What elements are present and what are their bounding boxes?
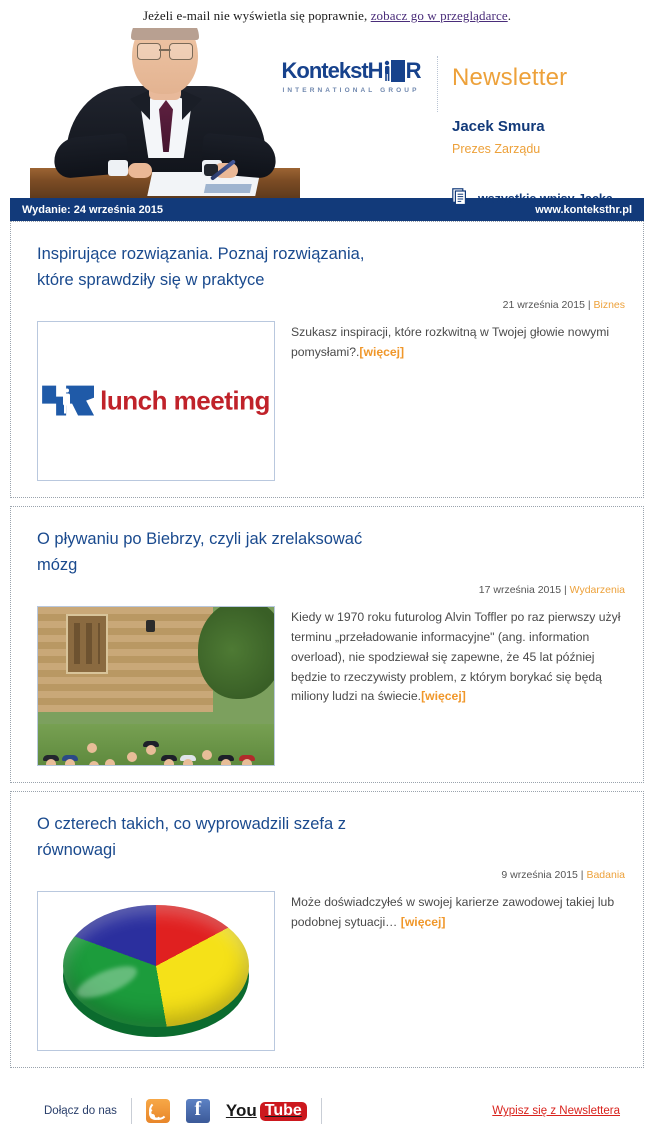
lunch-meeting-logo — [38, 386, 274, 417]
articles-list — [10, 221, 644, 1068]
article-card — [10, 221, 644, 498]
article-card — [10, 506, 644, 783]
article-card — [10, 791, 644, 1068]
pie-chart-slices — [63, 905, 249, 1027]
preheader — [0, 0, 654, 28]
article-meta — [37, 299, 625, 311]
youtube-you-text: You — [225, 1101, 257, 1121]
join-us-label: Dołącz do nas — [44, 1105, 117, 1118]
brand-logo-text — [270, 58, 432, 84]
article-category[interactable]: Badania — [586, 869, 625, 882]
hr-person-figure — [62, 389, 71, 414]
article-lead-text: Może doświadczyłeś w swojej karierze zawodowej takiej lub podobnej sytuacji… — [291, 895, 615, 930]
newsletter-title: Newsletter — [452, 64, 568, 91]
brand-logo-r: R — [405, 58, 421, 83]
footer — [10, 1090, 644, 1132]
read-more-link[interactable]: [więcej] — [421, 689, 466, 704]
article-lead-text: Szukasz inspiracji, które rozkwitną w Twojej głowie nowymi pomysłami?. — [291, 325, 610, 359]
glasses-icon — [137, 43, 193, 58]
article-lead-text: Kiedy w 1970 roku futurolog Alvin Toffler po raz pierwszy użył terminu „przeładowanie informacyjne" (ang. information overload), nie spodziewał się zapewne, że 45 lat później będzie to rzeczywisty problem, z którym borykać się będą miliony ludzi na świecie. — [291, 610, 621, 704]
article-category[interactable]: Wydarzenia — [569, 584, 625, 597]
article-date: 21 września 2015 — [502, 299, 585, 312]
rss-icon[interactable] — [146, 1099, 170, 1123]
hr-logo-icon — [42, 386, 94, 416]
brand-logo-kontekst: Kontekst — [281, 58, 368, 83]
article-thumbnail[interactable] — [37, 321, 275, 481]
lens-left — [137, 43, 161, 60]
meta-separator: | — [561, 584, 570, 597]
article-body — [37, 606, 625, 766]
author-name: Jacek Smura — [452, 118, 545, 135]
portrait-illustration — [30, 28, 300, 198]
social-links — [146, 1099, 307, 1123]
brand-logo-h: H — [367, 58, 383, 83]
youtube-tube-text: Tube — [260, 1102, 307, 1121]
website-url[interactable]: www.konteksthr.pl — [535, 203, 632, 216]
masthead-divider — [437, 56, 439, 112]
person-leg-left — [64, 405, 66, 414]
people-group — [38, 642, 274, 759]
preheader-text-before: Jeżeli e-mail nie wyświetla się poprawnie, — [142, 8, 371, 23]
article-meta — [37, 584, 625, 596]
meta-separator: | — [577, 869, 587, 882]
hand-left — [128, 163, 152, 178]
youtube-icon[interactable] — [226, 1101, 307, 1121]
article-title[interactable]: O czterech takich, co wyprowadzili szefa z równowagi — [37, 815, 347, 859]
article-thumbnail[interactable] — [37, 891, 275, 1051]
person-head — [65, 389, 69, 393]
article-meta — [37, 869, 625, 881]
pie-chart-image — [38, 892, 274, 1050]
documents-icon — [452, 188, 469, 209]
preheader-text-after: . — [507, 8, 512, 23]
article-lead — [291, 891, 625, 1051]
brand-person-icon — [382, 60, 406, 82]
jacket-lapel-right — [182, 90, 202, 120]
read-more-link[interactable]: [więcej] — [400, 915, 446, 930]
jacket-lapel-left — [130, 90, 150, 120]
article-thumbnail[interactable] — [37, 606, 275, 766]
masthead — [0, 28, 654, 206]
lunch-meeting-text: lunch meeting — [100, 385, 270, 416]
footer-divider — [321, 1098, 322, 1124]
pie-chart — [63, 905, 249, 1037]
all-posts-link[interactable] — [452, 188, 613, 209]
article-title[interactable]: Inspirujące rozwiązania. Poznaj rozwiązania, które sprawdziły się w praktyce — [37, 245, 365, 289]
cuff-left — [108, 160, 128, 176]
group-photo-illustration — [38, 607, 274, 765]
article-body — [37, 891, 625, 1051]
brand-logo — [270, 58, 432, 94]
all-posts-label: wszystkie wpisy Jacka — [478, 191, 613, 206]
article-date: 9 września 2015 — [501, 869, 578, 882]
article-body — [37, 321, 625, 481]
article-date: 17 września 2015 — [478, 584, 562, 597]
edition-date: Wydanie: 24 września 2015 — [22, 203, 164, 216]
unsubscribe-link[interactable]: Wypisz się z Newslettera — [492, 1105, 620, 1118]
wall-lamp — [146, 620, 155, 632]
author-portrait-photo — [30, 28, 300, 198]
article-lead — [291, 606, 625, 766]
hair — [131, 28, 199, 40]
lens-right — [169, 43, 193, 60]
person-leg-right — [67, 405, 69, 414]
author-role: Prezes Zarządu — [452, 142, 541, 156]
article-title[interactable]: O pływaniu po Biebrzy, czyli jak zrelaksować mózg — [37, 530, 363, 574]
read-more-link[interactable]: [więcej] — [359, 344, 405, 359]
view-in-browser-link[interactable]: zobacz go w przeglądarce — [370, 8, 508, 23]
footer-divider — [131, 1098, 132, 1124]
meta-separator: | — [584, 299, 594, 312]
brand-tagline: INTERNATIONAL GROUP — [282, 87, 420, 94]
rss-arc-outer — [149, 1101, 168, 1120]
article-category[interactable]: Biznes — [593, 299, 625, 312]
article-lead — [291, 321, 625, 481]
facebook-icon[interactable] — [186, 1099, 210, 1123]
